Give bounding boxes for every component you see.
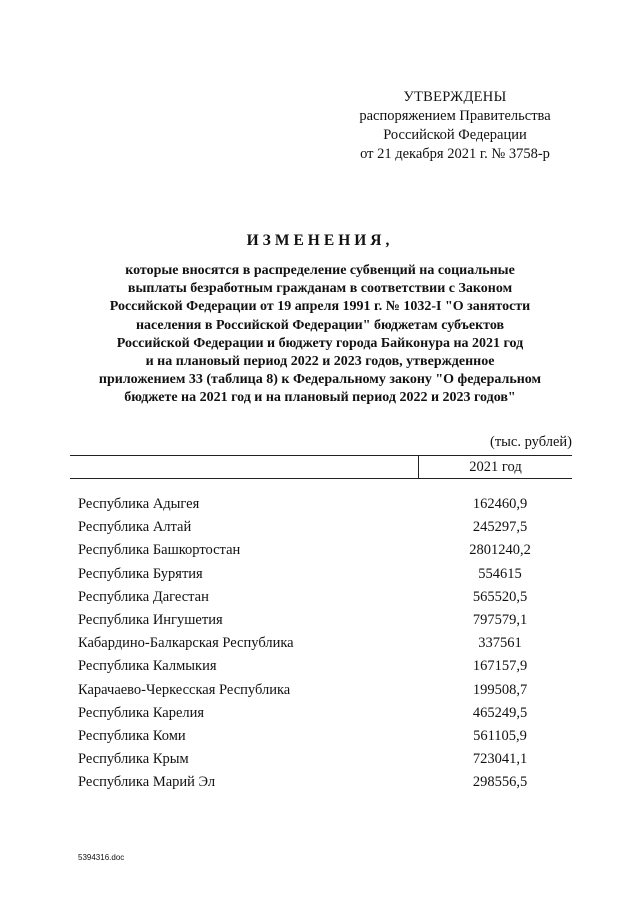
units-label: (тыс. рублей) — [490, 434, 572, 450]
approval-block — [340, 88, 570, 164]
table-row — [78, 751, 572, 774]
subtitle-line: Российской Федерации и бюджету города Байконура на 2021 год — [116, 335, 524, 351]
table-header — [70, 455, 572, 479]
table-row — [78, 566, 572, 589]
table-row — [78, 658, 572, 681]
table-row — [78, 774, 572, 797]
column-header-year: 2021 год — [469, 459, 522, 475]
region-name: Республика Бурятия — [78, 565, 203, 582]
region-name: Республика Ингушетия — [78, 611, 223, 628]
region-name: Республика Крым — [78, 751, 189, 768]
table-row — [78, 728, 572, 751]
table-row — [78, 542, 572, 565]
subtitle-line: и на плановый период 2022 и 2023 годов, утвержденное — [145, 354, 495, 370]
table-row — [78, 682, 572, 705]
region-value: 565520,5 — [472, 588, 528, 605]
subtitle-line: выплаты безработным гражданам в соответствии с Законом — [127, 281, 513, 297]
region-value: 167157,9 — [472, 658, 528, 675]
region-value: 561105,9 — [473, 727, 527, 744]
region-name: Республика Башкортостан — [78, 542, 241, 559]
region-name: Республика Адыгея — [78, 496, 200, 512]
region-value: 337561 — [478, 635, 522, 652]
region-value: 554615 — [478, 565, 522, 582]
region-name: Республика Калмыкия — [78, 658, 217, 675]
region-value: 465249,5 — [472, 704, 528, 721]
document-subtitle — [70, 262, 570, 408]
file-reference: 5394316.doc — [78, 853, 125, 862]
subtitle-line: населения в Российской Федерации" бюджетам субъектов — [135, 317, 505, 333]
approval-issuer: распоряжением Правительства — [359, 108, 551, 124]
table-row — [78, 635, 572, 658]
region-value: 245297,5 — [472, 519, 528, 536]
approval-government: Российской Федерации — [383, 127, 527, 143]
table-row — [78, 496, 572, 519]
subtitle-line: бюджете на 2021 год и на плановый период 2022 и 2023 годов" — [124, 390, 516, 406]
subtitle-line: которые вносятся в распределение субвенций на социальные — [125, 263, 515, 278]
table-row — [78, 519, 572, 542]
approval-heading: УТВЕРЖДЕНЫ — [403, 89, 507, 105]
approval-date-number: от 21 декабря 2021 г. № 3758-р — [360, 146, 550, 162]
document-title: ИЗМЕНЕНИЯ, — [246, 232, 394, 249]
subtitle-line: Российской Федерации от 19 апреля 1991 г. № 1032-I "О занятости — [109, 299, 531, 315]
region-name: Карачаево-Черкесская Республика — [78, 681, 291, 698]
region-name: Республика Марий Эл — [78, 774, 216, 791]
table-row — [78, 589, 572, 612]
region-value: 298556,5 — [472, 774, 528, 791]
region-value: 797579,1 — [472, 611, 528, 628]
region-value: 162460,9 — [472, 496, 528, 512]
region-name: Республика Карелия — [78, 704, 205, 721]
table-body — [78, 496, 572, 797]
region-name: Республика Алтай — [78, 519, 192, 536]
region-name: Республика Коми — [78, 727, 186, 744]
region-value: 2801240,2 — [469, 542, 531, 559]
region-value: 199508,7 — [472, 681, 528, 698]
table-row — [78, 705, 572, 728]
region-name: Республика Дагестан — [78, 588, 209, 605]
subtitle-line: приложением 33 (таблица 8) к Федеральному закону "О федеральном — [98, 372, 542, 388]
region-name: Кабардино-Балкарская Республика — [78, 635, 294, 652]
table-row — [78, 612, 572, 635]
region-value: 723041,1 — [472, 751, 528, 768]
